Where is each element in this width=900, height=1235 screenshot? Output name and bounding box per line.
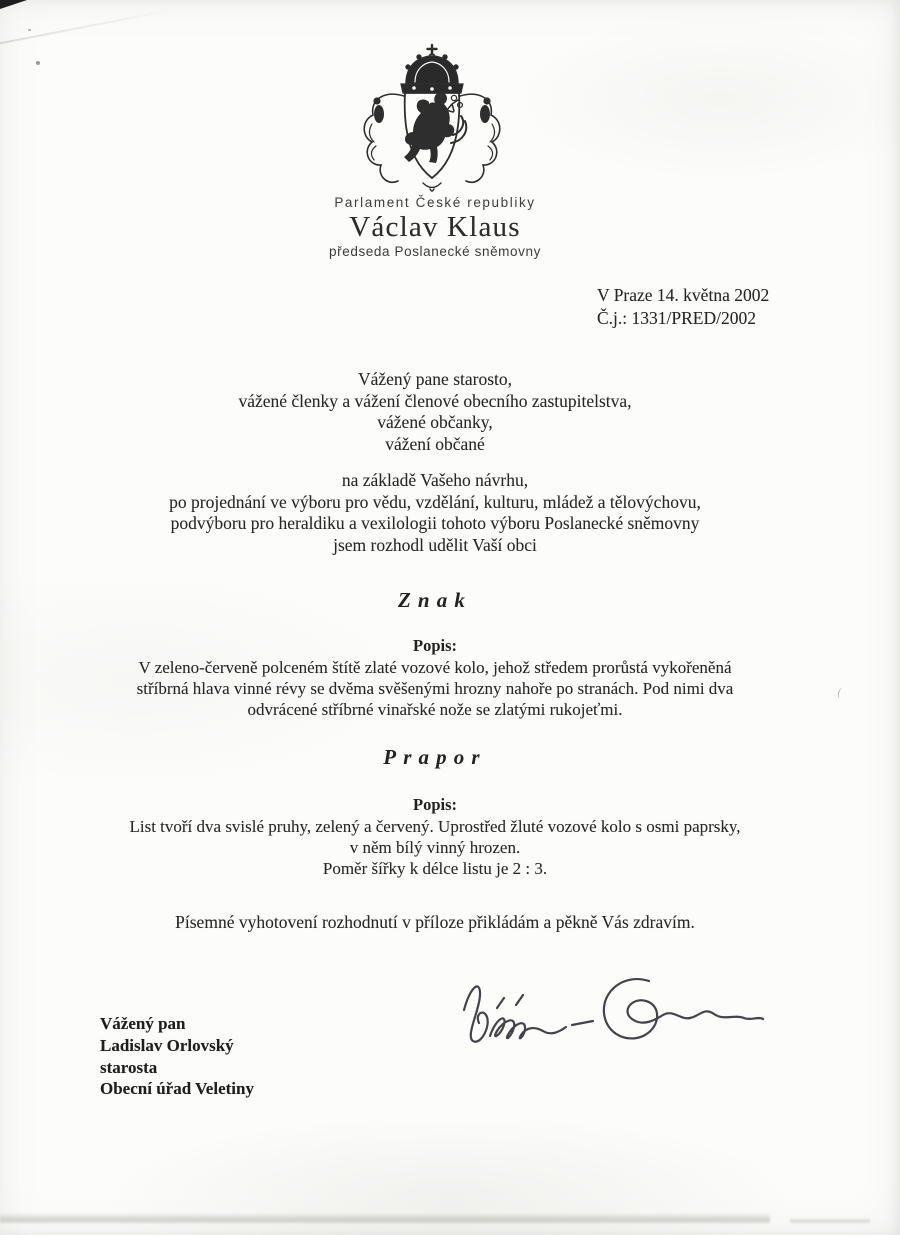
place-date: V Praze 14. května 2002 [597,285,770,305]
intro-line: na základě Vašeho návrhu, [341,470,529,490]
salutation-line: vážené občanky, [377,412,493,432]
intro-line: po projednání ve výboru pro vědu, vzdělání, kulturu, mládež a tělovýchovu, [169,491,701,512]
salutation-line: vážené členky a vážení členové obecního zastupitelstva, [238,390,632,411]
prapor-description-line: Poměr šířky k délce listu je 2 : 3. [322,859,548,878]
salutation-block [0,369,870,455]
salutation-line: Vážený pane starosto, [357,369,513,389]
addressee-line: Obecní úřad Veletiny [100,1079,254,1099]
addressee-block [100,1013,254,1100]
scan-speck [28,29,31,31]
scan-crease-artifact [0,9,173,45]
znak-description-line: odvrácené stříbrné vinařské nože se zlatými rukojeťmi. [247,700,623,719]
prapor-description [0,816,870,879]
znak-description [0,657,870,720]
addressee-line: starosta [100,1057,158,1077]
prapor-description-line: List tvoří dva svislé pruhy, zelený a červený. Uprostřed žluté vozové kolo s osmi paprsky, [129,817,741,836]
intro-line: jsem rozhodl udělit Vaší obci [333,534,537,555]
date-ref-block [597,284,769,329]
znak-description-line: stříbrná hlava vinné révy se dvěma svěšenými hrozny nahoře po stranách. Pod nimi dva [136,679,734,698]
scan-corner-artifact [0,0,27,9]
prapor-popis-label: Popis: [412,795,457,814]
scan-bottom-smudge [0,1213,770,1223]
znak-heading: Znak [397,588,473,612]
letterhead-name: Václav Klaus [349,211,521,243]
prapor-heading: Prapor [383,745,487,769]
addressee-line: Vážený pan [100,1014,186,1033]
closing-line: Písemné vyhotovení rozhodnutí v příloze přikládám a pěkně Vás zdravím. [175,912,695,932]
znak-popis-label: Popis: [412,636,457,655]
znak-description-line: V zeleno-červeně polceném štítě zlaté vozové kolo, jehož středem prorůstá vykořeněná [138,658,732,677]
signature-icon [452,956,767,1066]
letterhead-org: Parlament České republiky [334,195,536,210]
reference-number: Č.j.: 1331/PRED/2002 [597,307,756,328]
scan-speck [36,61,40,65]
prapor-description-line: v něm bílý vinný hrozen. [349,838,521,857]
coat-of-arms-icon [346,42,518,196]
addressee-line: Ladislav Orlovský [100,1035,234,1055]
scan-bottom-smudge [790,1219,870,1223]
salutation-line: vážení občané [385,433,485,454]
intro-line: podvýboru pro heraldiku a vexilologii tohoto výboru Poslanecké sněmovny [170,513,700,533]
intro-block [0,470,870,556]
letterhead-role: předseda Poslanecké sněmovny [329,244,541,259]
